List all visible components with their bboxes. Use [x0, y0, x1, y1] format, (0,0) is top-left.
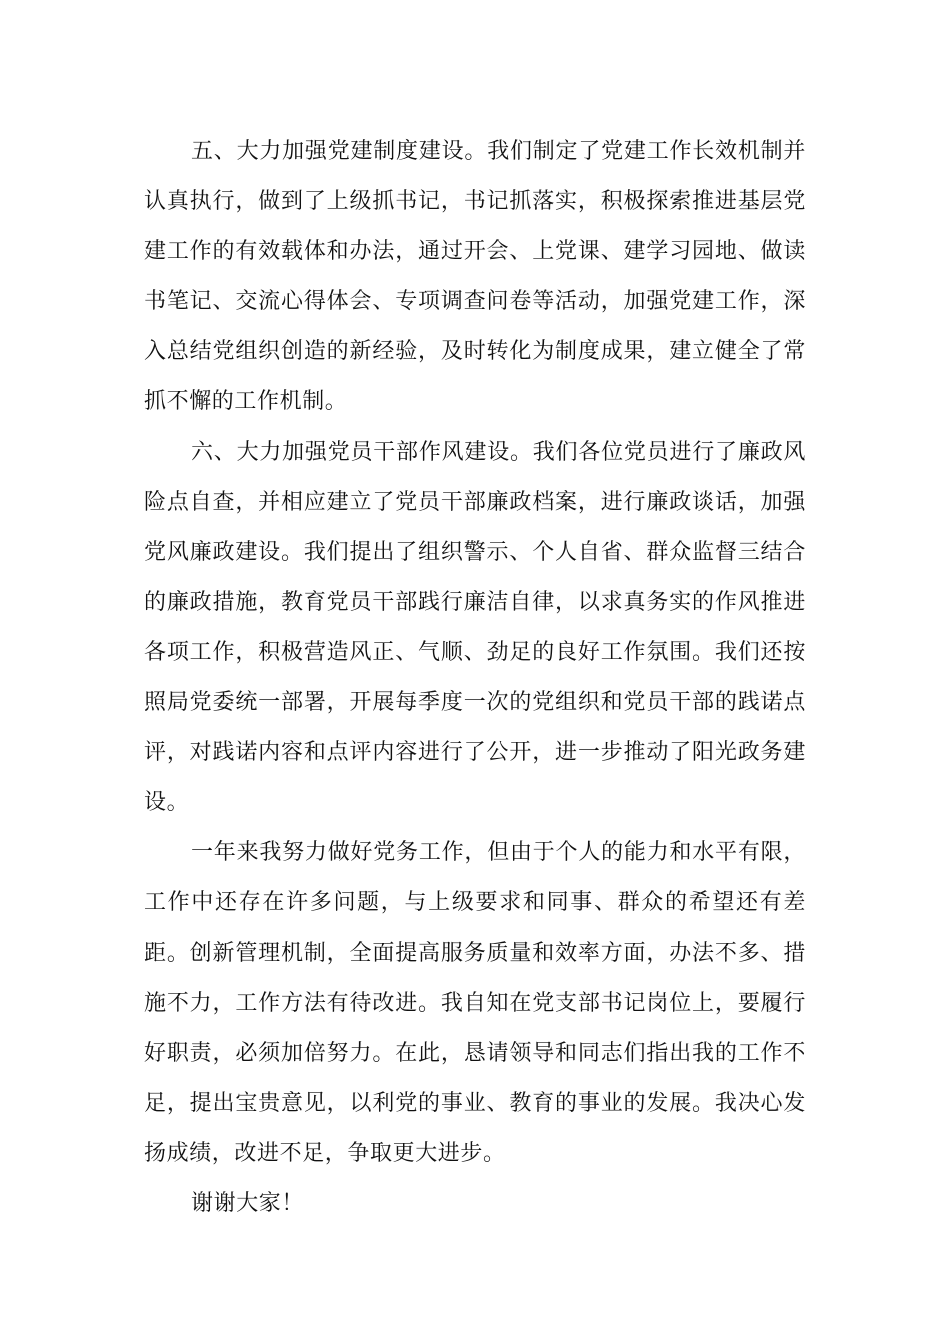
text-line: 施不力，工作方法有待改进。我自知在党支部书记岗位上，要履行 — [144, 990, 806, 1016]
paragraph-party-system-building — [144, 127, 806, 428]
text-line: 评，对践诺内容和点评内容进行了公开，进一步推动了阳光政务建 — [144, 740, 806, 766]
paragraph-self-reflection — [144, 828, 806, 1179]
text-line: 扬成绩，改进不足，争取更大进步。 — [144, 1140, 506, 1166]
paragraph-closing-thanks — [144, 1179, 806, 1229]
document-body — [144, 127, 806, 1229]
text-line: 设。 — [144, 790, 190, 816]
text-line: 足，提出宝贵意见，以利党的事业、教育的事业的发展。我决心发 — [144, 1090, 806, 1116]
text-line: 建工作的有效载体和办法，通过开会、上党课、建学习园地、做读 — [144, 239, 806, 265]
paragraph-cadre-style-building — [144, 428, 806, 829]
text-line: 一年来我努力做好党务工作，但由于个人的能力和水平有限， — [191, 840, 806, 866]
text-line: 入总结党组织创造的新经验，及时转化为制度成果，建立健全了常 — [144, 339, 806, 365]
text-line: 照局党委统一部署，开展每季度一次的党组织和党员干部的践诺点 — [144, 690, 806, 716]
text-line: 六、大力加强党员干部作风建设。我们各位党员进行了廉政风 — [191, 439, 806, 465]
text-line: 的廉政措施，教育党员干部践行廉洁自律，以求真务实的作风推进 — [144, 589, 806, 615]
text-line: 工作中还存在许多问题，与上级要求和同事、群众的希望还有差 — [144, 890, 806, 916]
text-line: 认真执行，做到了上级抓书记，书记抓落实，积极探索推进基层党 — [144, 189, 806, 215]
text-line: 好职责，必须加倍努力。在此，恳请领导和同志们指出我的工作不 — [144, 1040, 806, 1066]
text-line: 各项工作，积极营造风正、气顺、劲足的良好工作氛围。我们还按 — [144, 639, 806, 665]
text-line: 党风廉政建设。我们提出了组织警示、个人自省、群众监督三结合 — [144, 539, 806, 565]
text-line: 险点自查，并相应建立了党员干部廉政档案，进行廉政谈话，加强 — [144, 489, 806, 515]
text-line: 五、大力加强党建制度建设。我们制定了党建工作长效机制并 — [191, 139, 806, 164]
text-line: 抓不懈的工作机制。 — [144, 389, 348, 415]
text-line: 谢谢大家！ — [191, 1190, 305, 1216]
text-line: 书笔记、交流心得体会、专项调查问卷等活动，加强党建工作，深 — [144, 289, 806, 315]
text-line: 距。创新管理机制，全面提高服务质量和效率方面，办法不多、措 — [144, 940, 806, 966]
